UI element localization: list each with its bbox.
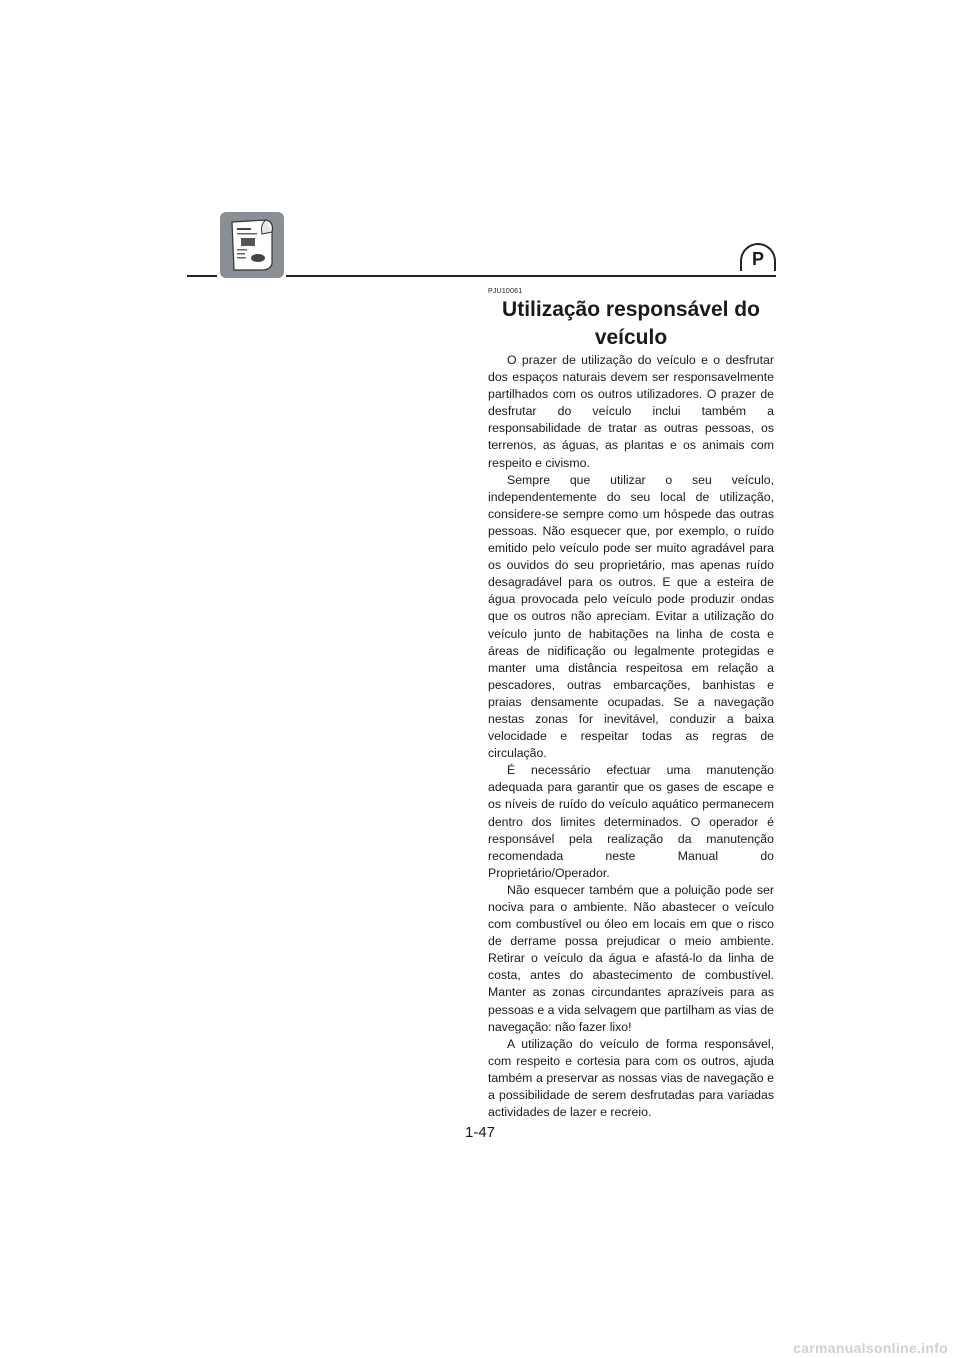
paragraph: Sempre que utilizar o seu veículo, independentemente do seu local de utilização, considere-se sempre como um hóspede das outras pessoas. Não esquecer que, por exemplo, o ruído emitido pelo veículo pode ser muito agradável para os ouvidos do seu proprietário, mas apenas ruído desagradável para os outros. E que a esteira de água provocada pelo veículo pode produzir ondas que os outros não apreciam. Evitar a utilização do veículo junto de habitações na linha de costa e áreas de nidificação ou legalmente protegidas e manter uma distância respeitosa em relação a pescadores, outras embarcações, banhistas e praias densamente ocupadas. Se a navegação nestas zonas for inevitável, conduzir a baixa velocidade e respeitar todas as regras de circulação.: [488, 472, 774, 761]
header-rule-right: [286, 275, 776, 277]
paragraph: O prazer de utilização do veículo e o desfrutar dos espaços naturais devem ser responsavelmente partilhados com os outros utilizadores. O prazer de desfrutar do veículo inclui também a responsabilidade de tratar as outras pessoas, os terrenos, as águas, as plantas e os animais com respeito e civismo.: [488, 353, 774, 470]
section-title: Utilização responsável do veículo: [502, 298, 760, 349]
manual-book-icon: [220, 212, 284, 278]
page-number: 1-47: [464, 1124, 496, 1141]
watermark: carmanualsonline.info: [793, 1340, 948, 1356]
section-code: PJU10061: [488, 288, 523, 295]
language-badge: P: [740, 243, 776, 271]
paragraph: A utilização do veículo de forma responsável, com respeito e cortesia para com os outros, ajuda também a preservar as nossas vias de navegação e a possibilidade de serem desfrutadas para variadas actividades de lazer e recreio.: [488, 1036, 774, 1120]
paragraph: É necessário efectuar uma manutenção adequada para garantir que os gases de escape e os níveis de ruído do veículo aquático permanecem dentro dos limites determinados. O operador é responsável pela realização da manutenção recomendada neste Manual do Proprietário/Operador.: [488, 763, 774, 880]
section-body: [488, 352, 774, 1121]
paragraph: Não esquecer também que a poluição pode ser nociva para o ambiente. Não abastecer o veículo com combustível ou óleo em locais em que o risco de derrame possa prejudicar o meio ambiente. Retirar o veículo da água e afastá-lo da linha de costa, antes do abastecimento de combustível. Manter as zonas circundantes aprazíveis para as pessoas e a vida selvagem que partilham as vias de navegação: não fazer lixo!: [488, 882, 774, 1034]
header-rule-left: [187, 275, 217, 277]
